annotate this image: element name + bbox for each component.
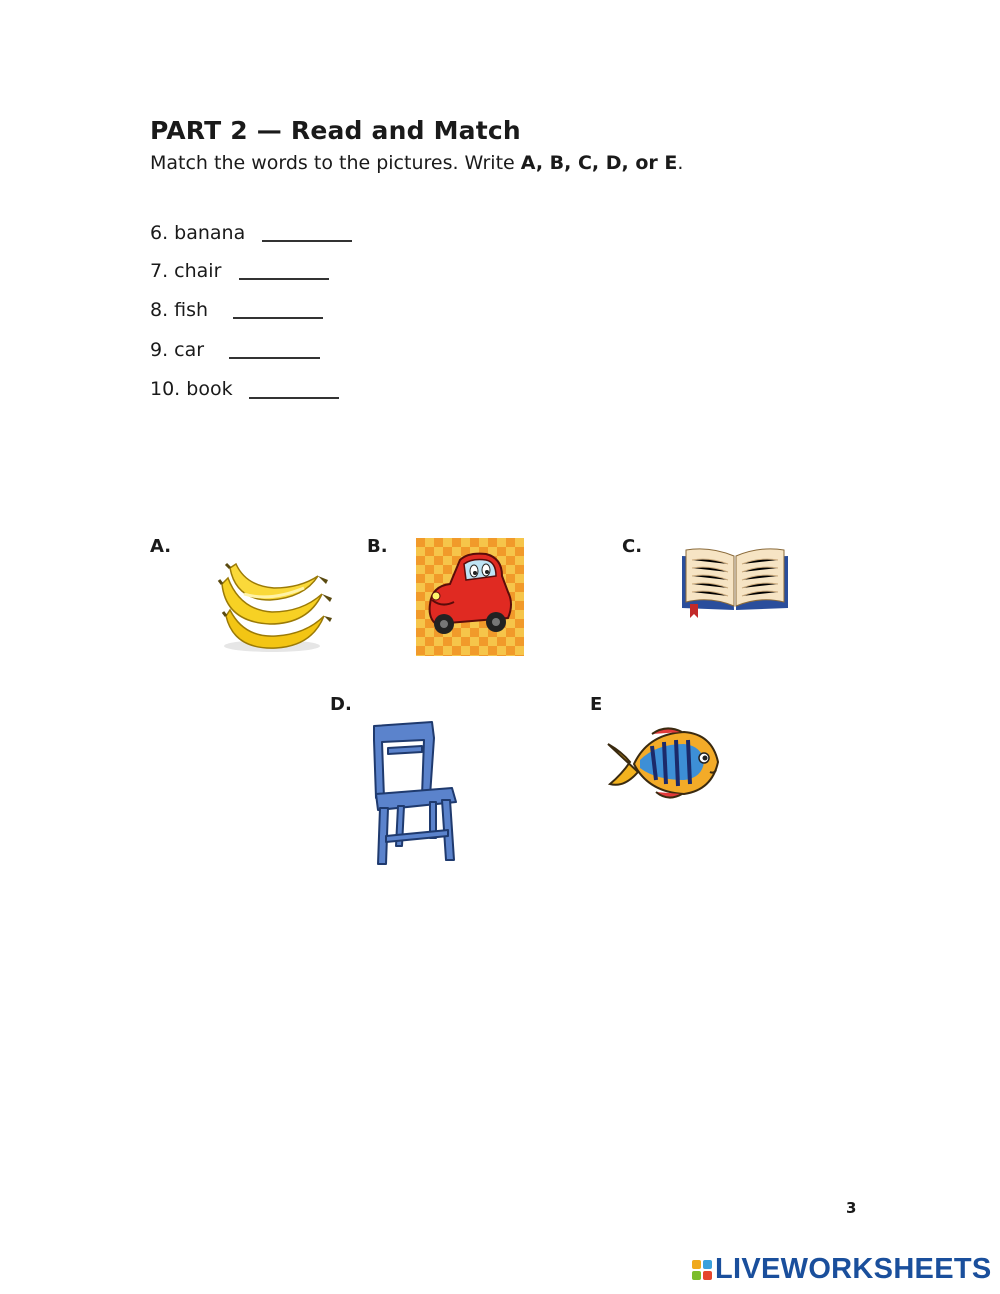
fish-picture (604, 722, 722, 804)
instruction-letters: A, B, C, D, or E (520, 152, 678, 174)
banana-picture (214, 558, 334, 658)
liveworksheets-logo-icon (692, 1260, 712, 1280)
item-9-label: 9. car (150, 339, 205, 361)
item-8-answer-blank[interactable] (233, 317, 323, 319)
item-9-answer-blank[interactable] (229, 357, 320, 359)
instructions (150, 152, 683, 174)
option-a-label: A. (150, 536, 172, 557)
option-c-label: C. (622, 536, 643, 557)
item-10-label: 10. book (150, 378, 233, 400)
liveworksheets-wordmark: LIVEWORKSHEETS (715, 1253, 992, 1285)
item-6-answer-blank[interactable] (262, 240, 352, 242)
book-picture (678, 544, 792, 620)
item-7-answer-blank[interactable] (239, 278, 329, 280)
option-b-label: B. (367, 536, 388, 557)
option-d-label: D. (330, 694, 352, 715)
item-6-label: 6. banana (150, 222, 246, 244)
worksheet-title: PART 2 — Read and Match (150, 116, 521, 145)
page-number: 3 (846, 1199, 857, 1217)
item-7-label: 7. chair (150, 260, 222, 282)
chair-picture (368, 718, 460, 868)
item-8-label: 8. fish (150, 299, 209, 321)
instruction-text: Match the words to the pictures. Write (150, 152, 521, 174)
item-10-answer-blank[interactable] (249, 397, 339, 399)
option-e-label: E (590, 694, 603, 715)
instruction-period: . (677, 152, 684, 174)
car-picture (416, 538, 524, 656)
liveworksheets-logo (692, 1253, 992, 1286)
